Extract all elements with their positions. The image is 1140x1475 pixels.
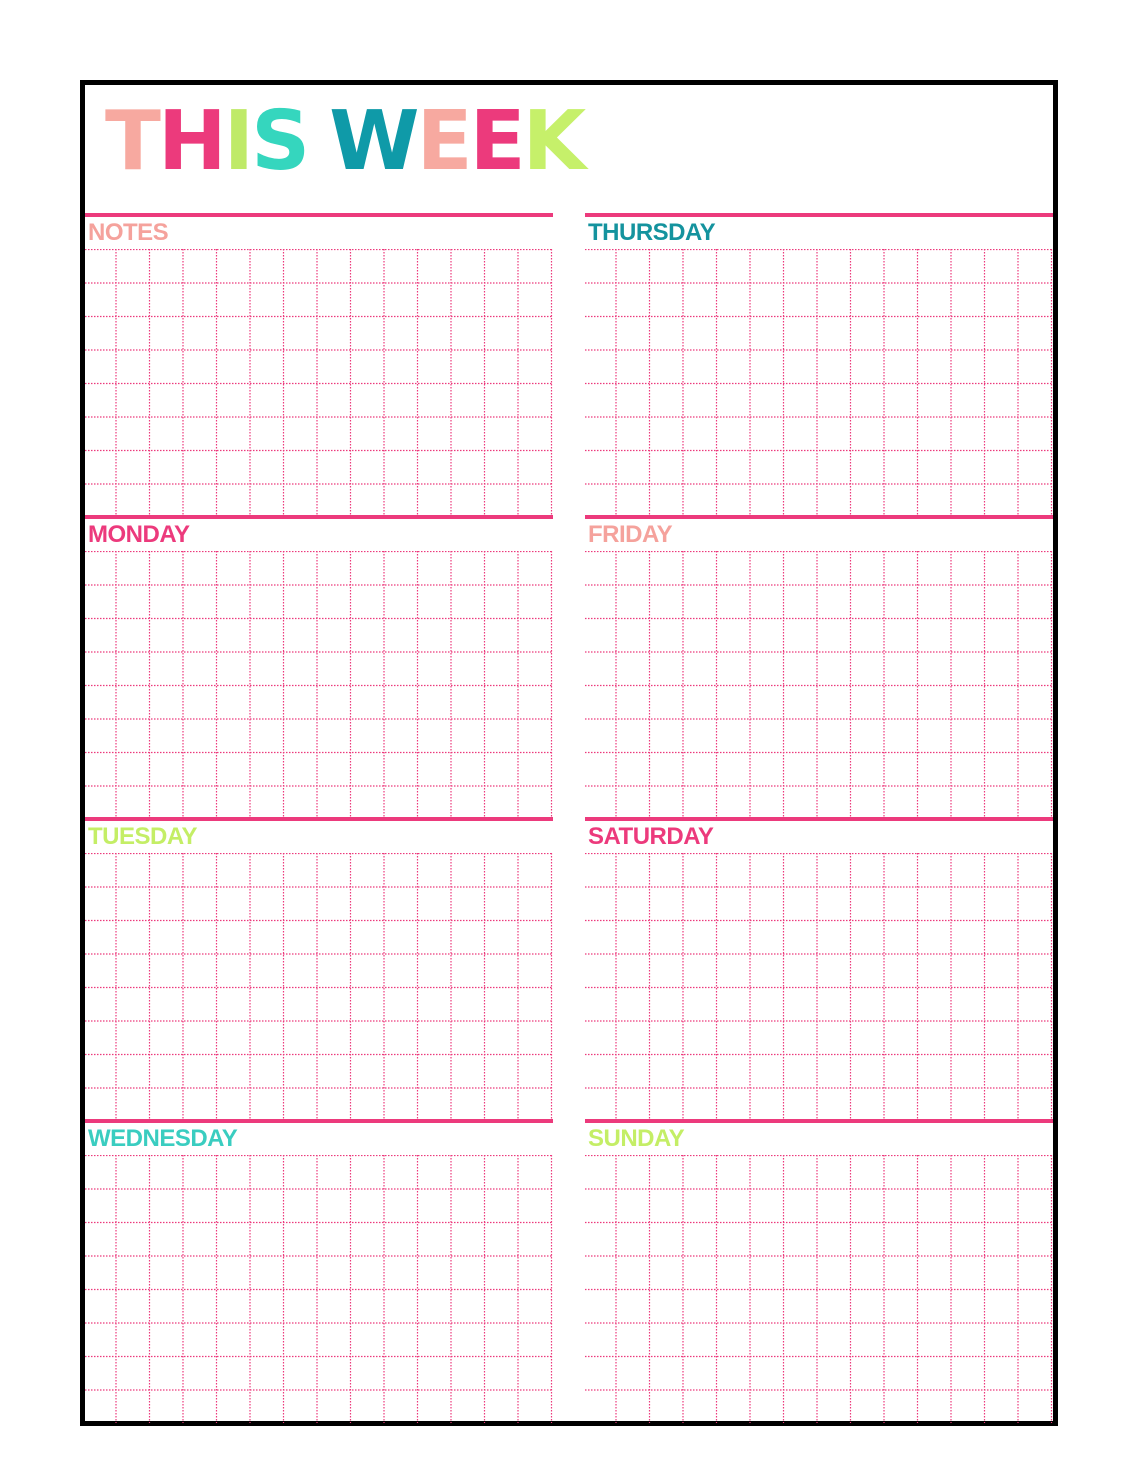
section-tuesday	[85, 817, 553, 1117]
title-word-this	[105, 94, 308, 189]
title-letter: H	[157, 94, 224, 189]
section-label: WEDNESDAY	[88, 1125, 238, 1152]
title-letter: K	[522, 94, 584, 189]
section-label: FRIDAY	[588, 521, 673, 548]
section-sunday	[585, 1119, 1053, 1419]
section-monday	[85, 515, 553, 815]
section-wednesday	[85, 1119, 553, 1419]
writing-grid[interactable]	[85, 249, 553, 517]
section-label: MONDAY	[88, 521, 190, 548]
planner-page	[80, 80, 1058, 1426]
writing-grid[interactable]	[85, 1155, 553, 1423]
writing-grid[interactable]	[585, 249, 1053, 517]
title-word-week	[329, 94, 584, 189]
writing-grid[interactable]	[585, 853, 1053, 1121]
section-label: SUNDAY	[588, 1125, 685, 1152]
writing-grid[interactable]	[85, 853, 553, 1121]
page-title	[105, 94, 584, 189]
section-thursday	[585, 213, 1053, 513]
writing-grid[interactable]	[85, 551, 553, 819]
section-label: NOTES	[88, 219, 169, 246]
section-label: TUESDAY	[88, 823, 197, 850]
writing-grid[interactable]	[585, 1155, 1053, 1423]
title-letter: E	[416, 94, 470, 189]
title-letter: I	[223, 94, 252, 189]
title-letter: T	[105, 94, 158, 189]
section-friday	[585, 515, 1053, 815]
title-letter: W	[329, 94, 417, 189]
section-saturday	[585, 817, 1053, 1117]
title-letter: E	[469, 94, 523, 189]
section-label: SATURDAY	[588, 823, 714, 850]
section-label: THURSDAY	[588, 219, 716, 246]
writing-grid[interactable]	[585, 551, 1053, 819]
section-notes	[85, 213, 553, 513]
title-letter: S	[251, 94, 308, 189]
